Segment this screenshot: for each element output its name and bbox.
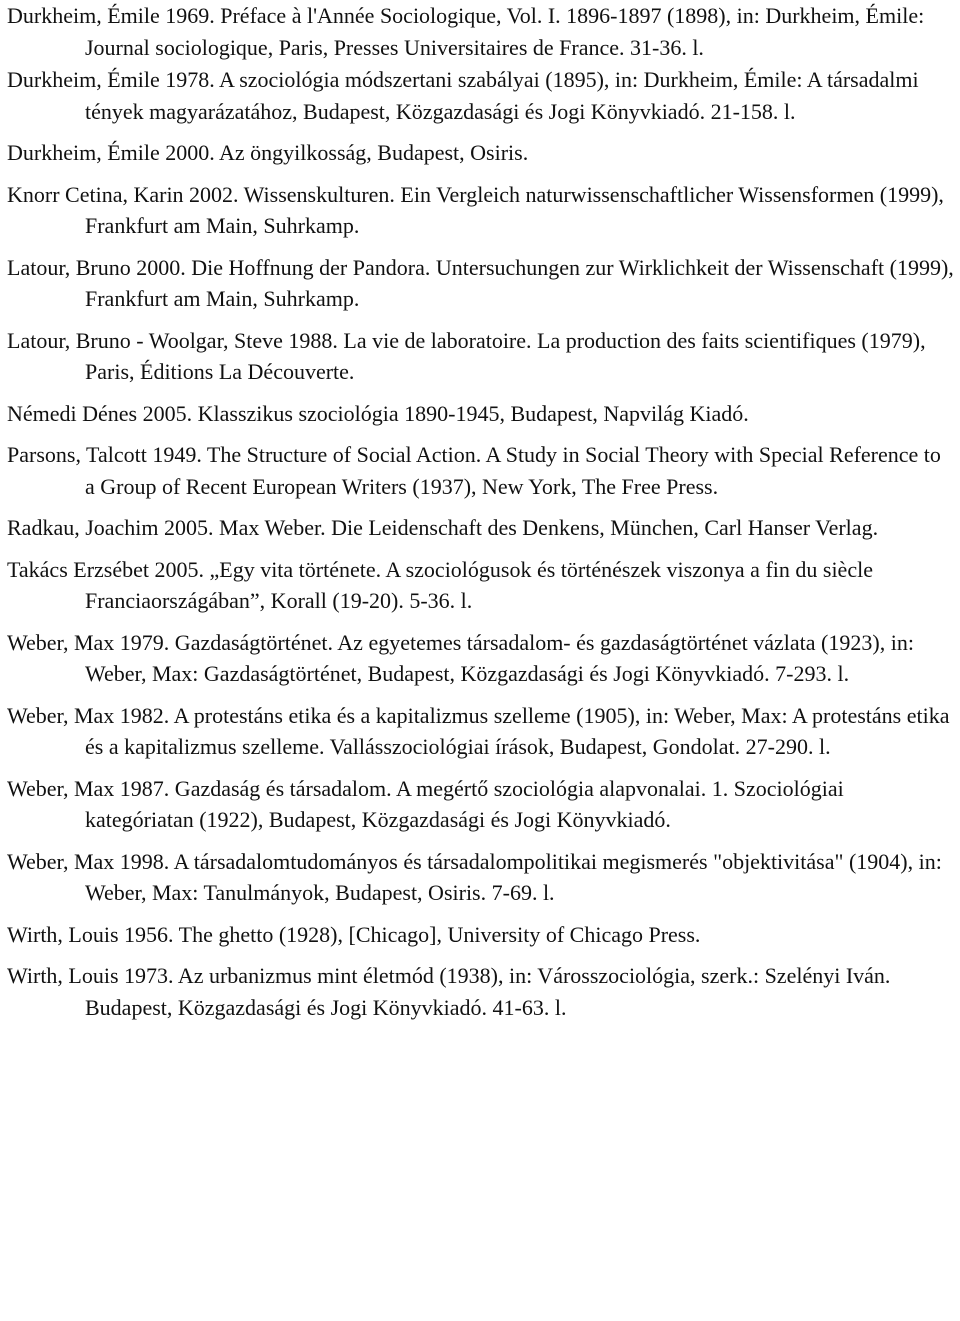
reference-entry-weber-1982: Weber, Max 1982. A protestáns etika és a kapitalizmus szelleme (1905), in: Weber, Max: A protestáns etika és a kapitalizmus szelleme. Vallásszociológiai írások, Budapest, Gondolat. 27-290. l. [7, 702, 950, 759]
reference-entry-latour-woolgar-1988: Latour, Bruno - Woolgar, Steve 1988. La vie de laboratoire. La production des faits scientifiques (1979), Paris, Éditions La Découverte. [7, 327, 926, 384]
reference-entry-weber-1987: Weber, Max 1987. Gazdaság és társadalom. A megértő szociológia alapvonalai. 1. Szociológiai kategóriatan (1922), Budapest, Közgazdasági és Jogi Könyvkiadó. [7, 775, 844, 832]
reference-entry-wirth-1973: Wirth, Louis 1973. Az urbanizmus mint életmód (1938), in: Városszociológia, szerk.: Szelényi Iván. Budapest, Közgazdasági és Jogi Könyvkiadó. 41-63. l. [7, 963, 891, 1020]
reference-entry-weber-1979: Weber, Max 1979. Gazdaságtörténet. Az egyetemes társadalom- és gazdaságtörténet vázlata (1923), in: Weber, Max: Gazdaságtörténet, Budapest, Közgazdasági és Jogi Könyvkiadó. 7-293. l. [7, 629, 914, 686]
reference-entry-takacs-2005: Takács Erzsébet 2005. „Egy vita története. A szociológusok és történészek viszonya a fin du siècle Franciaországában”, Korall (19-20). 5-36. l. [7, 556, 873, 613]
reference-entry-radkau-2005: Radkau, Joachim 2005. Max Weber. Die Leidenschaft des Denkens, München, Carl Hanser Verlag. [7, 515, 879, 540]
reference-entry-wirth-1956: Wirth, Louis 1956. The ghetto (1928), [Chicago], University of Chicago Press. [7, 921, 701, 947]
reference-entry-parsons-1949: Parsons, Talcott 1949. The Structure of Social Action. A Study in Social Theory with Special Reference to a Group of Recent European Writers (1937), New York, The Free Press. [7, 442, 941, 499]
reference-entry-knorr-cetina-2002: Knorr Cetina, Karin 2002. Wissenskulturen. Ein Vergleich naturwissenschaftlicher Wissensformen (1999), Frankfurt am Main, Suhrkamp. [7, 181, 944, 238]
reference-entry-durkheim-1978: Durkheim, Émile 1978. A szociológia módszertani szabályai (1895), in: Durkheim, Émile: A társadalmi tények magyarázatához, Budapest, Közgazdasági és Jogi Könyvkiadó. 21-158. l. [7, 67, 919, 124]
reference-entry-weber-1998: Weber, Max 1998. A társadalomtudományos és társadalompolitikai megismerés "objektivitása" (1904), in: Weber, Max: Tanulmányok, Budapest, Osiris. 7-69. l. [7, 848, 942, 905]
reference-entry-durkheim-1969: Durkheim, Émile 1969. Préface à l'Année Sociologique, Vol. I. 1896-1897 (1898), in: Durkheim, Émile: Journal sociologique, Paris, Presses Universitaires de France. 31-36. l. [7, 3, 925, 60]
reference-entry-latour-2000: Latour, Bruno 2000. Die Hoffnung der Pandora. Untersuchungen zur Wirklichkeit der Wissenschaft (1999), Frankfurt am Main, Suhrkamp. [7, 254, 954, 311]
reference-entry-nemedi-2005: Némedi Dénes 2005. Klasszikus szociológia 1890-1945, Budapest, Napvilág Kiadó. [7, 400, 749, 426]
reference-entry-durkheim-2000: Durkheim, Émile 2000. Az öngyilkosság, Budapest, Osiris. [7, 140, 529, 165]
